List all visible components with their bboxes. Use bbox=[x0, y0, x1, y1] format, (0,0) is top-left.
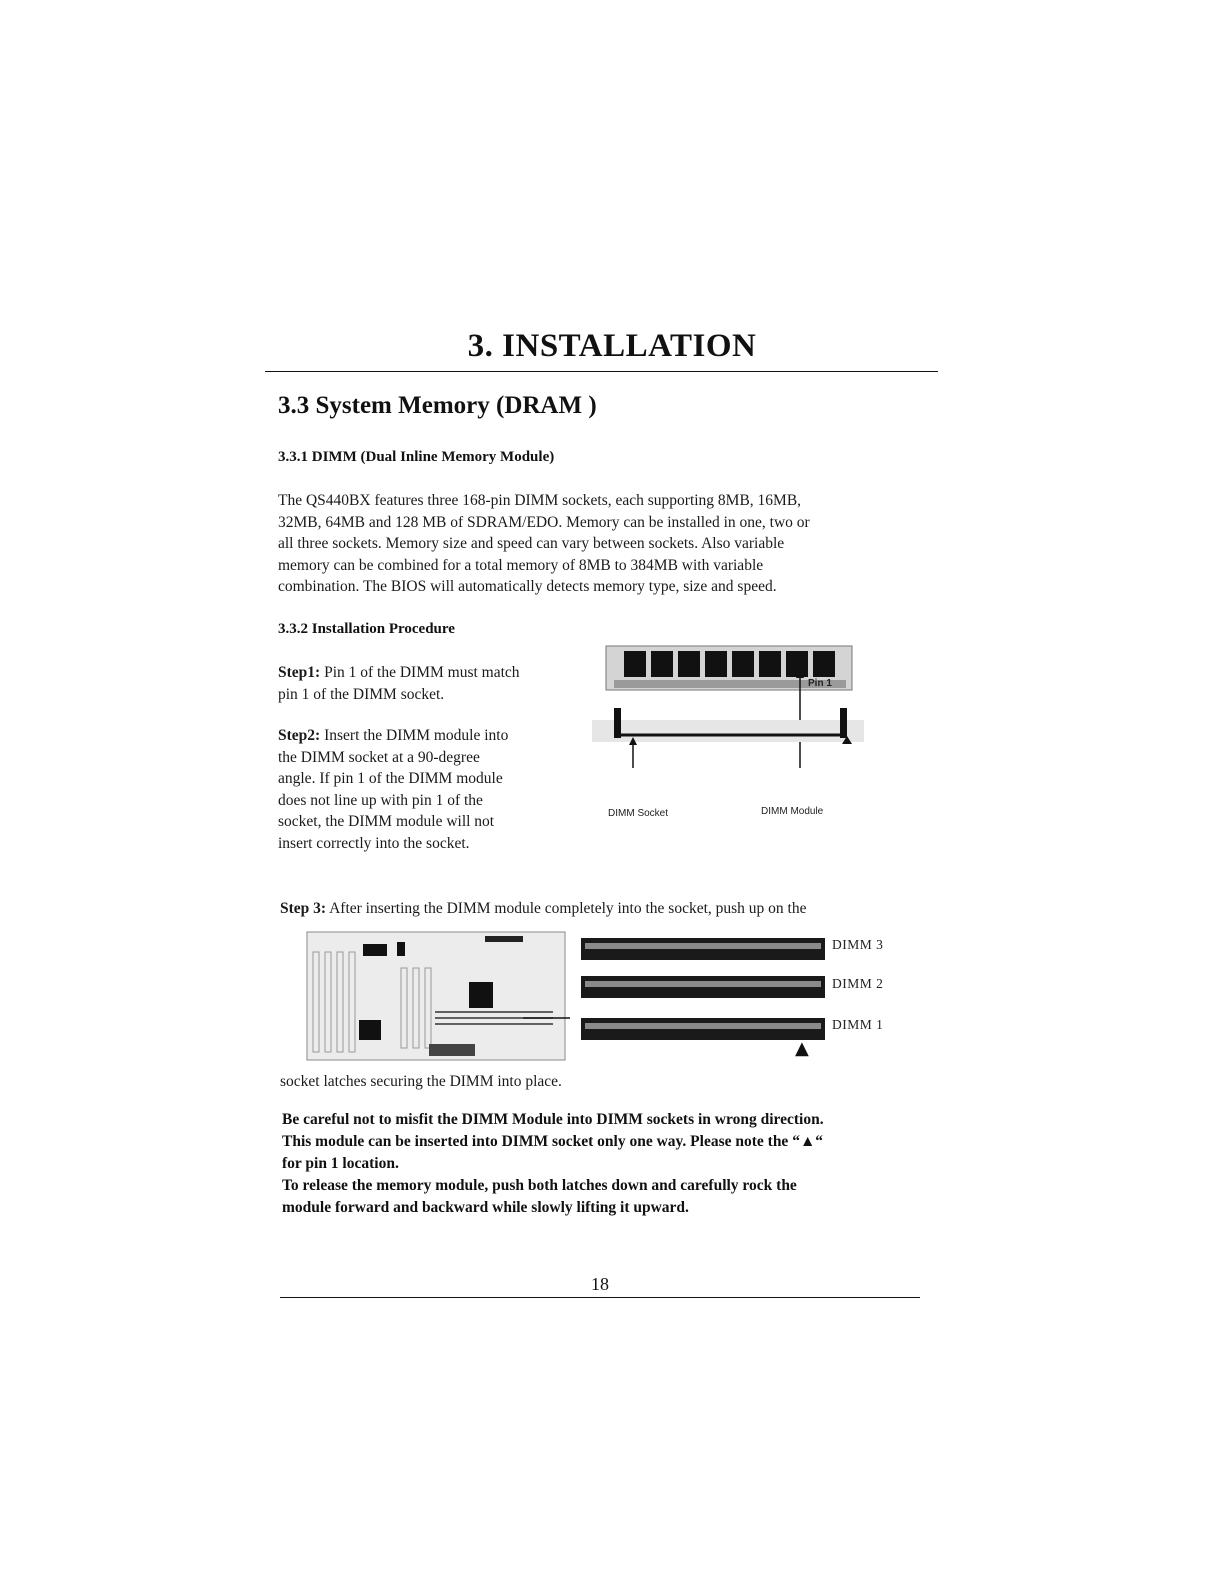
footer-rule bbox=[280, 1297, 920, 1298]
motherboard-outline bbox=[307, 932, 565, 1060]
dimm-socket-right-latch bbox=[840, 708, 847, 738]
step1-line1: Pin 1 of the DIMM must match bbox=[320, 664, 520, 681]
pin1-marker-icon: ▲ bbox=[795, 1038, 809, 1059]
procedure-subheading: 3.3.2 Installation Procedure bbox=[278, 621, 455, 637]
intro-line: all three sockets. Memory size and speed can vary between sockets. Also variable bbox=[278, 535, 785, 552]
page-number: 18 bbox=[591, 1274, 609, 1294]
chip-black bbox=[469, 982, 493, 1008]
warning-block bbox=[282, 1109, 932, 1219]
warning-line: module forward and backward while slowly lifting it upward. bbox=[282, 1199, 689, 1216]
intro-line: combination. The BIOS will automatically detects memory type, size and speed. bbox=[278, 578, 777, 595]
dimm-intro-paragraph bbox=[278, 490, 938, 598]
step1-line2: pin 1 of the DIMM socket. bbox=[278, 685, 445, 703]
dimm-socket-left-latch bbox=[614, 708, 621, 738]
step2-line: the DIMM socket at a 90-degree bbox=[278, 748, 480, 766]
warning-line: This module can be inserted into DIMM socket only one way. Please note the “▲“ bbox=[282, 1133, 824, 1150]
step2-line: angle. If pin 1 of the DIMM module bbox=[278, 770, 503, 787]
intro-line: memory can be combined for a total memory of 8MB to 384MB with variable bbox=[278, 556, 764, 574]
step3-label: Step 3: bbox=[280, 900, 327, 917]
dimm-slot-3-label: DIMM 3 bbox=[832, 937, 884, 952]
dimm-socket-label: DIMM Socket bbox=[608, 808, 669, 819]
dimm-module-label: DIMM Module bbox=[761, 806, 824, 817]
dimm-insertion-figure bbox=[578, 640, 888, 825]
step3-continuation: socket latches securing the DIMM into place. bbox=[280, 1073, 562, 1090]
header-rule bbox=[265, 371, 938, 372]
step3-line1: After inserting the DIMM module completely into the socket, push up on the bbox=[326, 900, 807, 917]
step1-label: Step1: bbox=[278, 664, 321, 681]
motherboard-figure bbox=[305, 928, 570, 1068]
section-title: 3.3 System Memory (DRAM ) bbox=[278, 392, 597, 419]
warning-line: for pin 1 location. bbox=[282, 1155, 399, 1172]
step3-text bbox=[280, 898, 930, 920]
chip-black bbox=[397, 942, 405, 956]
step2-line: socket, the DIMM module will not bbox=[278, 813, 495, 830]
chip-black bbox=[359, 1020, 381, 1040]
pin1-label: Pin 1 bbox=[808, 678, 832, 689]
chapter-title: 3. INSTALLATION bbox=[467, 328, 757, 364]
warning-line: Be careful not to misfit the DIMM Module into DIMM sockets in wrong direction. bbox=[282, 1111, 824, 1128]
dimm-slot-2-label: DIMM 2 bbox=[832, 976, 884, 991]
step2-line: insert correctly into the socket. bbox=[278, 834, 470, 852]
step2-label: Step2: bbox=[278, 727, 321, 744]
dimm-slot-1-label: DIMM 1 bbox=[832, 1017, 884, 1032]
step2-line: does not line up with pin 1 of the bbox=[278, 791, 483, 809]
connector-black bbox=[485, 936, 523, 942]
warning-line: To release the memory module, push both latches down and carefully rock the bbox=[282, 1177, 797, 1194]
chip-black bbox=[363, 944, 387, 956]
connector-dark bbox=[429, 1044, 475, 1056]
step1-text bbox=[278, 662, 568, 705]
step2-text bbox=[278, 725, 568, 854]
intro-line: 32MB, 64MB and 128 MB of SDRAM/EDO. Memory can be installed in one, two or bbox=[278, 513, 810, 531]
dimm-subheading: 3.3.1 DIMM (Dual Inline Memory Module) bbox=[278, 449, 555, 465]
intro-line: The QS440BX features three 168-pin DIMM sockets, each supporting 8MB, 16MB, bbox=[278, 492, 802, 509]
step2-line1: Insert the DIMM module into bbox=[320, 727, 509, 744]
